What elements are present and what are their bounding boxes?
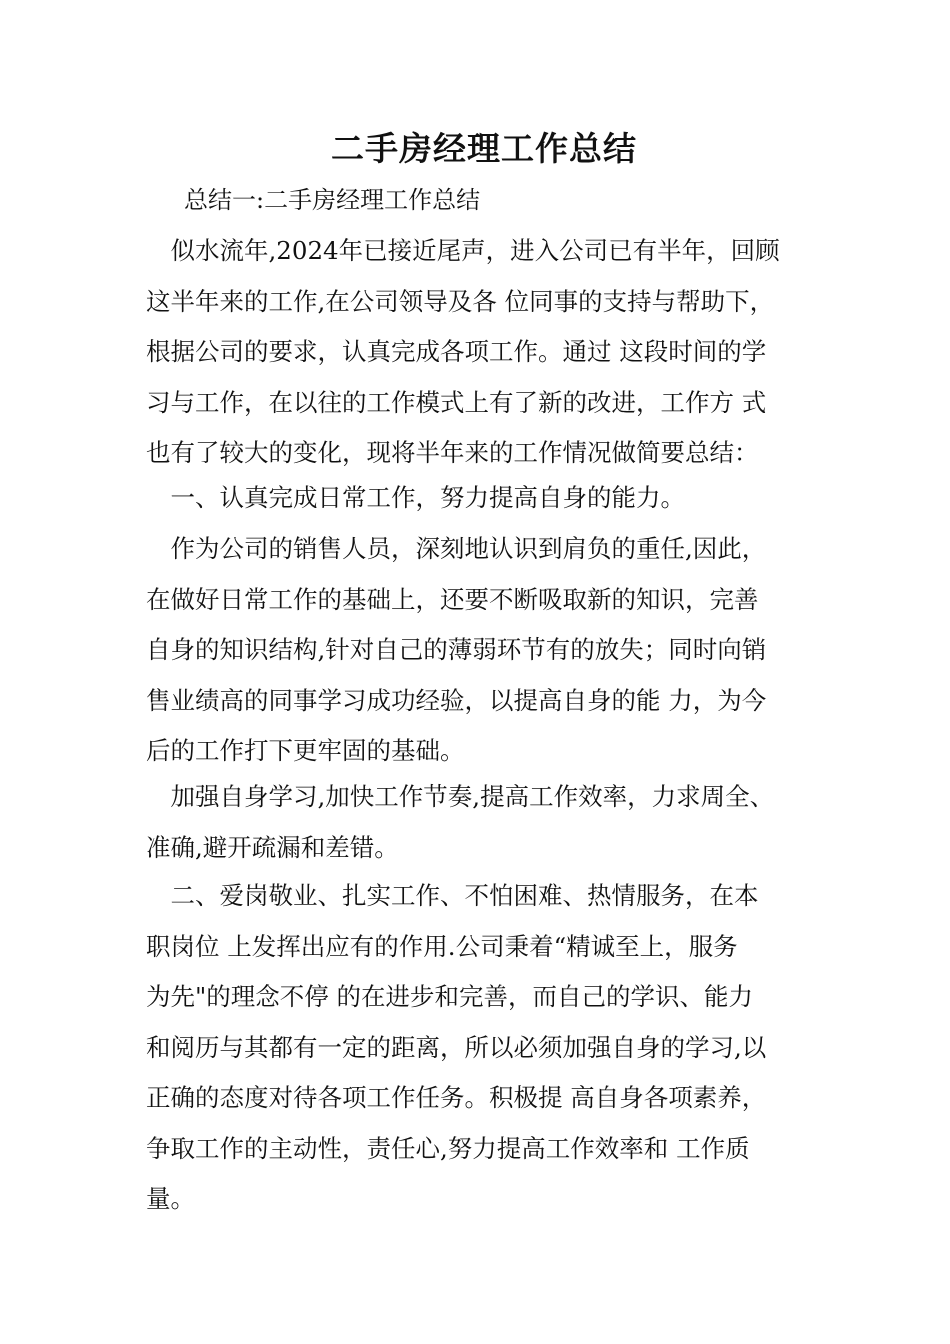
text-line: 作为公司的销售人员，深刻地认识到肩负的重任,因此， (146, 534, 767, 563)
text-line: 在做好日常工作的基础上，还要不断吸取新的知识，完善 (146, 584, 759, 614)
text-line: 自身的知识结构,针对自己的薄弱环节有的放失；同时向销 (146, 635, 767, 664)
text-line: 习与工作，在以往的工作模式上有了新的改进，工作方 式 (146, 387, 767, 417)
text-line: 量。 (146, 1184, 195, 1213)
text-line: 一、认真完成日常工作，努力提高自身的能力。 (146, 483, 685, 512)
text-line: 后的工作打下更牢固的基础。 (146, 736, 465, 765)
document-title: 二手房经理工作总结 (331, 129, 637, 168)
text-line: 准确,避开疏漏和差错。 (146, 832, 399, 862)
text-line: 正确的态度对待各项工作任务。积极提 高自身各项素养， (146, 1083, 767, 1112)
paragraph-sales (146, 524, 806, 777)
text-line: 似水流年,2024年已接近尾声，进入公司已有半年，回顾 (146, 236, 780, 265)
text-line: 加强自身学习,加快工作节奏,提高工作效率，力求周全、 (146, 782, 775, 811)
text-line: 二、爱岗敬业、扎实工作、不怕困难、热情服务，在本 (146, 881, 759, 910)
paragraph-intro (146, 226, 806, 479)
text-line: 争取工作的主动性，责任心,努力提高工作效率和 工作质 (146, 1133, 750, 1163)
section-heading-1 (146, 473, 806, 524)
paragraph-study (146, 772, 806, 873)
text-line: 和阅历与其都有一定的距离，所以必须加强自身的学习,以 (146, 1032, 767, 1062)
text-line: 售业绩高的同事学习成功经验，以提高自身的能 力，为今 (146, 685, 767, 715)
text-line: 这半年来的工作,在公司领导及各 位同事的支持与帮助下， (146, 286, 775, 316)
document-subtitle: 总结一:二手房经理工作总结 (184, 186, 481, 214)
text-line: 为先"的理念不停 的在进步和完善，而自己的学识、能力 (146, 982, 754, 1011)
section-heading-2-paragraph (146, 871, 806, 1225)
text-line: 职岗位 上发挥出应有的作用.公司秉着“精诚至上，服务 (146, 931, 738, 961)
text-line: 也有了较大的变化，现将半年来的工作情况做简要总结： (146, 438, 759, 467)
text-line: 根据公司的要求，认真完成各项工作。通过 这段时间的学 (146, 337, 767, 366)
